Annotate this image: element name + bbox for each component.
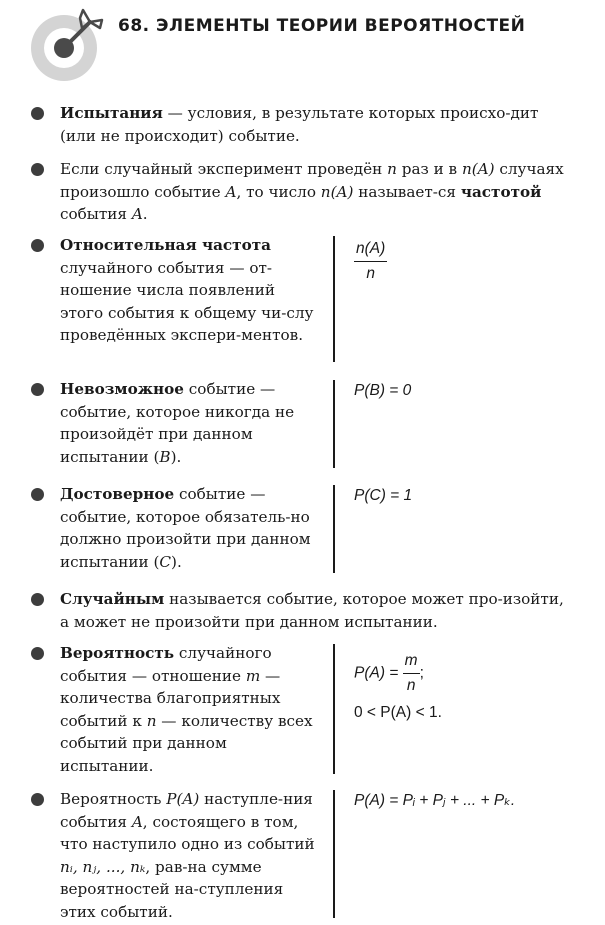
definition-text: Если случайный эксперимент проведён n раз и в n(A) случаях произошло событие A, то число n(A) называет-ся частотой события A.	[60, 160, 564, 223]
bullet-icon	[31, 647, 44, 660]
bullet-icon	[31, 239, 44, 252]
term: Случайным	[60, 590, 165, 608]
definition-text: Испытания — условия, в результате которых происхо-дит (или не происходит) событие.	[60, 104, 539, 145]
formula-probability-sum: P(A) = Pᵢ + Pⱼ + ... + Pₖ.	[354, 792, 516, 809]
divider	[333, 236, 335, 362]
formula-certain: P(C) = 1	[354, 487, 413, 504]
term: Относительная частота	[60, 236, 271, 254]
term: Испытания	[60, 104, 163, 122]
formula-impossible: P(B) = 0	[354, 382, 412, 399]
definition-text: Достоверное событие — событие, которое обязатель-но должно произойти при данном испытании (C).	[60, 485, 311, 571]
divider	[333, 790, 335, 918]
divider	[333, 485, 335, 573]
fraction: $\frac{m}{n}$	[404, 652, 418, 694]
definition-text: Невозможное событие — событие, которое никогда не произойдёт при данном испытании (B).	[60, 380, 295, 466]
bullet-icon	[31, 163, 44, 176]
formula-probability-range: 0 < P(A) < 1.	[354, 704, 442, 721]
definition-text: Относительная частота случайного события — от-ношение числа появлений этого события к общему чи-слу проведённых экспери-ментов.	[60, 236, 314, 344]
term: Достоверное	[60, 485, 175, 503]
divider	[333, 380, 335, 468]
term: Невозможное	[60, 380, 184, 398]
bullet-icon	[31, 793, 44, 806]
formula-relative-frequency	[354, 238, 387, 285]
section-header	[0, 0, 605, 88]
page-title: 68. ЭЛЕМЕНТЫ ТЕОРИИ ВЕРОЯТНОСТЕЙ	[118, 16, 526, 36]
term: частотой	[460, 182, 542, 201]
bullet-icon	[31, 383, 44, 396]
target-arrow-icon	[28, 6, 108, 84]
formula-probability: P(A) = $\frac{m}{n}$ ;	[354, 650, 424, 697]
definition-text: Вероятность случайного события — отношение m — количества благоприятных событий к n — количеству всех событий при данном испытании.	[60, 644, 313, 775]
divider	[333, 644, 335, 774]
bullet-icon	[31, 107, 44, 120]
definition-text: Случайным называется событие, которое может про-изойти, а может не произойти при данном испытании.	[60, 590, 564, 631]
definition-text: Вероятность P(A) наступле-ния события A, состоящего в том, что наступило одно из событий nᵢ, nⱼ, ..., nₖ, рав-на сумме вероятностей на-ступления этих событий.	[60, 790, 315, 921]
bullet-icon	[31, 488, 44, 501]
fraction: $\frac{n(A)}{n}$	[356, 240, 386, 282]
term: Вероятность	[60, 644, 175, 662]
bullet-icon	[31, 593, 44, 606]
